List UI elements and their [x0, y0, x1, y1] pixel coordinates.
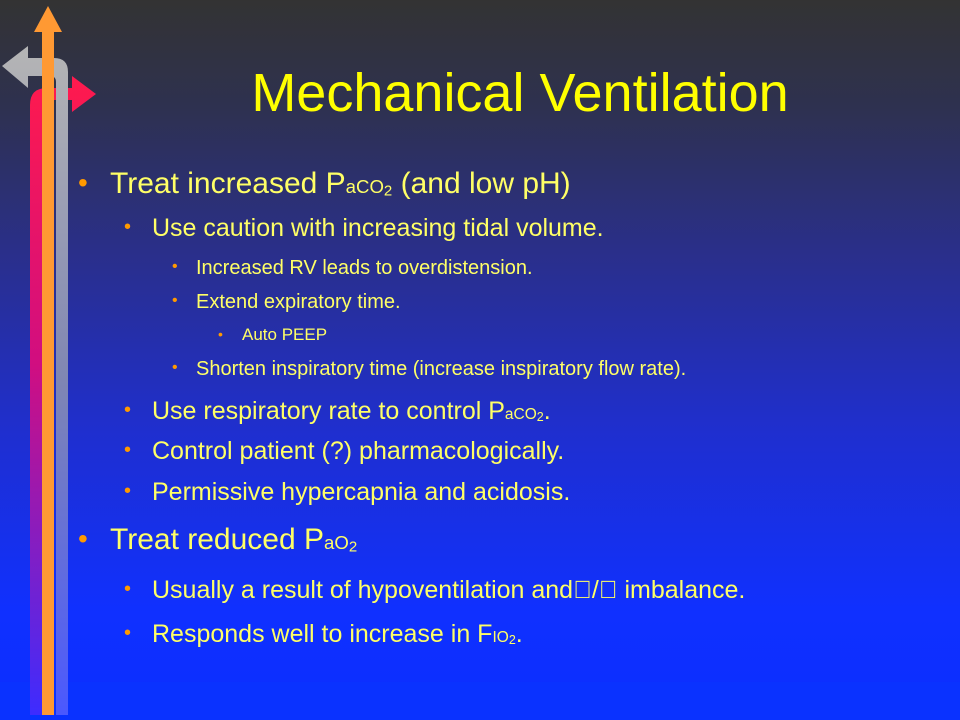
bullet-icon: •: [124, 480, 132, 502]
bullet-fio2: • Responds well to increase in FIO2.: [124, 620, 523, 648]
bullet-icon: •: [124, 399, 132, 421]
bullet-inspiratory-time: • Shorten inspiratory time (increase inspiratory flow rate).: [172, 358, 687, 380]
bullet-permissive-hypercapnia: • Permissive hypercapnia and acidosis.: [124, 478, 571, 506]
bullet-icon: •: [172, 359, 178, 376]
bullet-icon: •: [124, 216, 132, 238]
bullet-icon: •: [78, 523, 88, 554]
bullet-icon: •: [218, 326, 223, 342]
bullet-caution-tidal-volume: • Use caution with increasing tidal volume.: [124, 214, 604, 242]
bullet-expiratory-time: • Extend expiratory time.: [172, 291, 401, 313]
bullet-icon: •: [172, 258, 178, 275]
bullet-icon: •: [124, 622, 132, 644]
bullet-auto-peep: • Auto PEEP: [218, 325, 328, 344]
bottom-band: [0, 682, 960, 720]
bullet-treat-increased-paco2: • Treat increased PaCO2 (and low pH): [78, 167, 571, 200]
bullet-overdistension: • Increased RV leads to overdistension.: [172, 257, 533, 279]
arrows-decoration: [0, 0, 110, 720]
bullet-icon: •: [124, 439, 132, 461]
bullet-icon: •: [172, 292, 178, 309]
bullet-respiratory-rate: • Use respiratory rate to control PaCO2.: [124, 397, 551, 425]
bullet-icon: •: [78, 167, 88, 198]
bullet-icon: •: [124, 578, 132, 600]
bullet-hypoventilation: • Usually a result of hypoventilation and / imbalance.: [124, 576, 715, 604]
slide-title: Mechanical Ventilation: [251, 63, 789, 123]
bullet-control-patient: • Control patient (?) pharmacologically.: [124, 437, 565, 465]
bullet-treat-reduced-pao2: • Treat reduced PaO2: [78, 523, 358, 556]
